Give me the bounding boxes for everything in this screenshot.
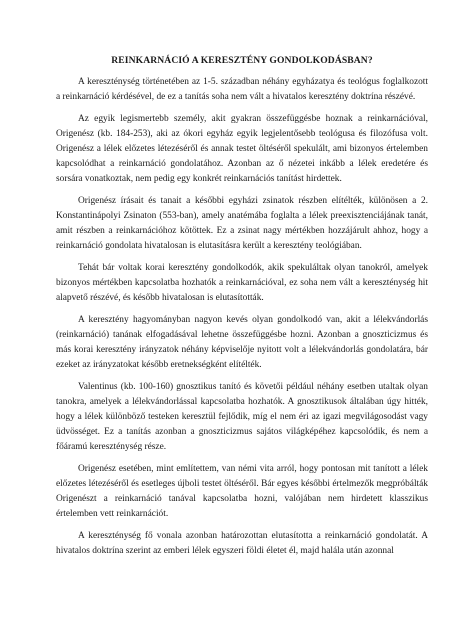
paragraph-3: Origenész írásait és tanait a későbbi egyházi zsinatok részben elítélték, különösen a 2. Konstantinápolyi Zsinaton (553-ban), amely anatémába foglalta a lélek preexisztenciájának tanát, amit részben a reinkarnációhoz kötöttek. Ez a zsinat nagy mértékben hozzájárult ahhoz, hogy a reinkarnáció gondolata hivatalosan is elutasításra került a keresztény teológiában. — [56, 196, 428, 251]
paragraph-6: Valentinus (kb. 100-160) gnosztikus tanító és követői például néhány esetben utaltak olyan tanokra, amelyek a lélekvándorlással kapcsolatba hozhatók. A gnosztikusok általában úgy hitték, hogy a lélek különböző testeken keresztül fejlődik, míg el nem éri az igazi megvilágosodást vagy üdvösséget. Ez a tanítás azonban a gnoszticizmus sajátos világképéhez kapcsolódik, és nem a főáramú kereszténység része. — [56, 382, 428, 452]
paragraph-5: A keresztény hagyományban nagyon kevés olyan gondolkodó van, akit a lélekvándorlás (reinkarnáció) tanának elfogadásával lehetne összefüggésbe hozni. Azonban a gnoszticizmus és más korai keresztény irányzatok néhány képviselője nyitott volt a lélekvándorlás gondolatára, bár ezeket az irányzatokat később eretnekségként elítélték. — [56, 315, 428, 370]
paragraph-2: Az egyik legismertebb személy, akit gyakran összefüggésbe hoznak a reinkarnációval, Origenész (kb. 184-253), aki az ókori egyház egyik legjelentősebb teológusa és filozófusa volt. Origenész a lélek előzetes létezéséről és annak testet öltéséről spekulált, ami bizonyos értelemben kapcsolódhat a reinkarnáció gondolatához. Azonban az ő nézetei inkább a lélek eredetére és sorsára vonatkoztak, nem pedig egy konkrét reinkarnációs tanítást hirdettek. — [56, 114, 428, 184]
paragraph-8: A kereszténység fő vonala azonban határozottan elutasította a reinkarnáció gondolatát. A hivatalos doktrína szerint az emberi lélek egyszeri földi életet él, majd halála után azonnal — [56, 531, 428, 556]
document-title: REINKARNÁCIÓ A KERESZTÉNY GONDOLKODÁSBAN? — [111, 55, 373, 66]
paragraph-1: A kereszténység történetében az 1-5. században néhány egyházatya és teológus foglalkozott a reinkarnáció kérdésével, de ez a tanítás soha nem vált a hivatalos keresztény doktrína részévé. — [56, 77, 428, 102]
paragraph-4: Tehát bár voltak korai keresztény gondolkodók, akik spekuláltak olyan tanokról, amelyek bizonyos mértékben kapcsolatba hozhatók a reinkarnációval, ez soha nem vált a kereszténység hit alapvető részévé, és később hivatalosan is elutasították. — [56, 263, 428, 303]
paragraph-7: Origenész esetében, mint említettem, van némi vita arról, hogy pontosan mit tanított a lélek előzetes létezéséről és esetleges újboli testet öltéséről. Bár egyes későbbi értelmezők megpróbálták Origenészt a reinkarnáció tanával kapcsolatba hozni, valójában nem hirdetett klasszikus értelemben vett reinkarnációt. — [56, 464, 428, 519]
